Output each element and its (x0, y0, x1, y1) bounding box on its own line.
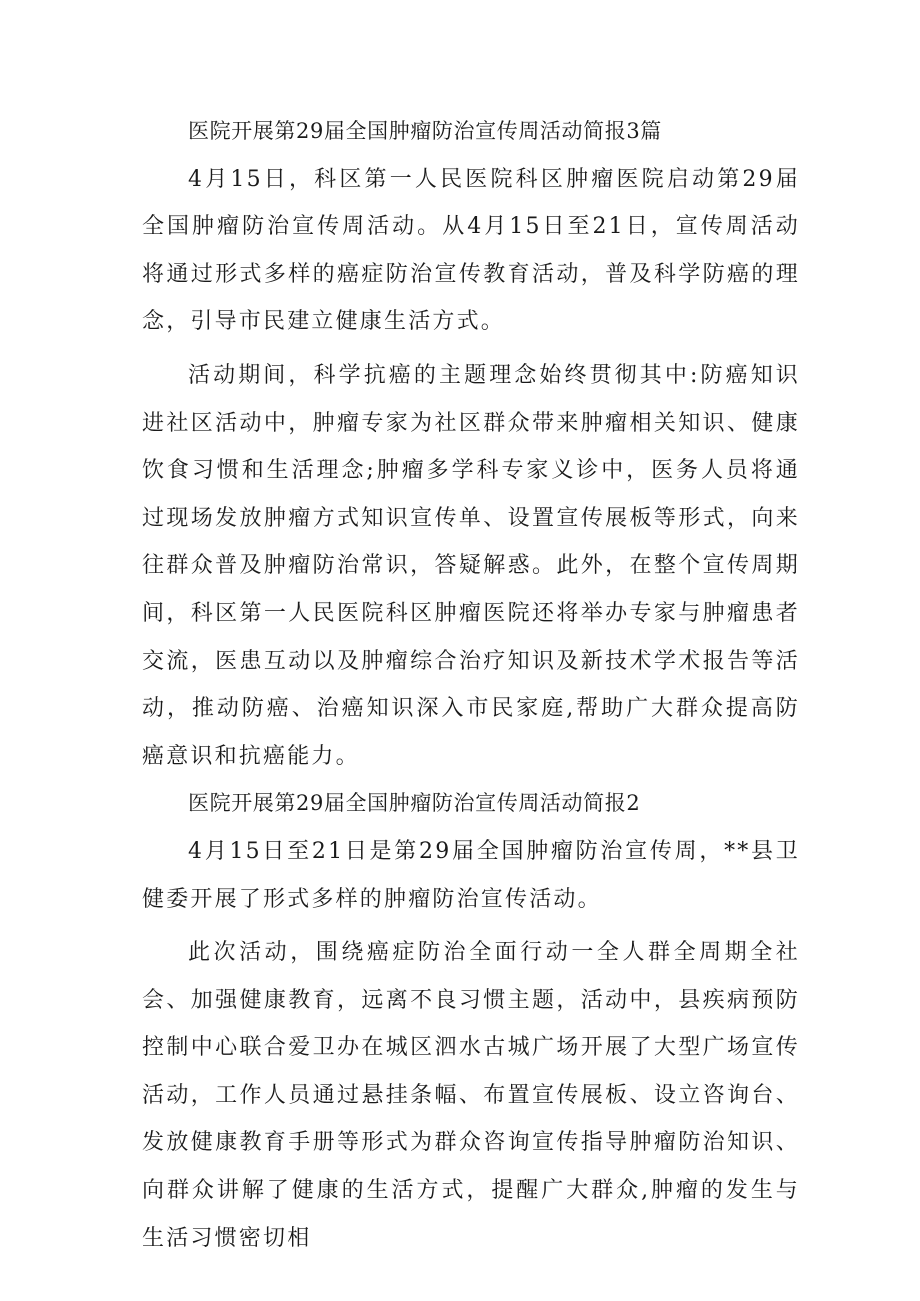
document-title-2: 医院开展第29届全国肿瘤防治宣传周活动简报2 (188, 791, 641, 816)
paragraph-1-1: 4月15日，科区第一人民医院科区肿瘤医院启动第29届全国肿瘤防治宣传周活动。从4月15日至21日，宣传周活动将通过形式多样的癌症防治宣传教育活动，普及科学防癌的理念，引导市民建立健康生活方式。 (142, 166, 800, 335)
paragraph-2-1: 4月15日至21日是第29届全国肿瘤防治宣传周，**县卫健委开展了形式多样的肿瘤防治宣传活动。 (142, 838, 800, 912)
document-title-1: 医院开展第29届全国肿瘤防治宣传周活动简报3篇 (188, 119, 662, 143)
paragraph-1-2: 活动期间，科学抗癌的主题理念始终贯彻其中:防癌知识进社区活动中，肿瘤专家为社区群众带来肿瘤相关知识、健康饮食习惯和生活理念;肿瘤多学科专家义诊中，医务人员将通过现场发放肿瘤方式知识宣传单、设置宣传展板等形式，向来往群众普及肿瘤防治常识，答疑解惑。此外，在整个宣传周期间，科区第一人民医院科区肿瘤医院还将举办专家与肿瘤患者交流，医患互动以及肿瘤综合治疗知识及新技术学术报告等活动，推动防癌、治癌知识深入市民家庭,帮助广大群众提高防癌意识和抗癌能力。 (142, 362, 800, 769)
paragraph-2-2: 此次活动，围绕癌症防治全面行动一全人群全周期全社会、加强健康教育，远离不良习惯主题，活动中，县疾病预防控制中心联合爱卫办在城区泗水古城广场开展了大型广场宣传活动，工作人员通过悬挂条幅、布置宣传展板、设立咨询台、发放健康教育手册等形式为群众咨询宣传指导肿瘤防治知识、向群众讲解了健康的生活方式，提醒广大群众,肿瘤的发生与生活习惯密切相 (142, 940, 800, 1251)
document-page (142, 108, 800, 1262)
